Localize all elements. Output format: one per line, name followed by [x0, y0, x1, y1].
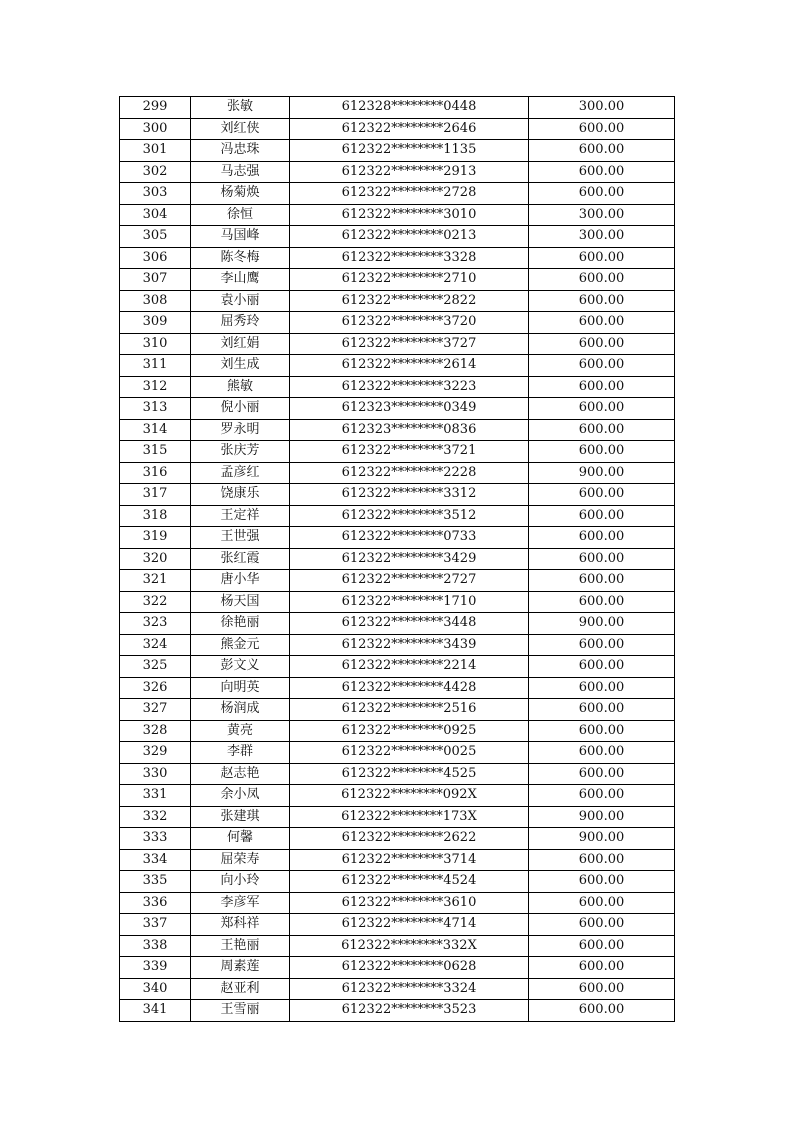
amount-cell: 600.00 [529, 914, 675, 936]
id-number-cell: 612322********3312 [290, 484, 529, 506]
id-number-cell: 612322********0628 [290, 957, 529, 979]
row-number-cell: 328 [120, 720, 191, 742]
row-number-cell: 307 [120, 269, 191, 291]
id-number-cell: 612323********0836 [290, 419, 529, 441]
name-cell: 何馨 [191, 828, 290, 850]
table-row [120, 290, 675, 312]
id-number-cell: 612322********2727 [290, 570, 529, 592]
amount-cell: 600.00 [529, 978, 675, 1000]
table-row [120, 1000, 675, 1022]
id-number-cell: 612322********3512 [290, 505, 529, 527]
table-row [120, 742, 675, 764]
name-cell: 王世强 [191, 527, 290, 549]
name-cell: 张敏 [191, 97, 290, 119]
row-number-cell: 319 [120, 527, 191, 549]
row-number-cell: 326 [120, 677, 191, 699]
id-number-cell: 612322********1710 [290, 591, 529, 613]
amount-cell: 600.00 [529, 591, 675, 613]
amount-cell: 600.00 [529, 699, 675, 721]
table-row [120, 957, 675, 979]
amount-cell: 600.00 [529, 290, 675, 312]
table-row [120, 548, 675, 570]
amount-cell: 600.00 [529, 161, 675, 183]
name-cell: 马志强 [191, 161, 290, 183]
table-row [120, 570, 675, 592]
amount-cell: 600.00 [529, 656, 675, 678]
id-number-cell: 612322********2228 [290, 462, 529, 484]
row-number-cell: 329 [120, 742, 191, 764]
id-number-cell: 612322********173X [290, 806, 529, 828]
id-number-cell: 612322********4525 [290, 763, 529, 785]
id-number-cell: 612322********2710 [290, 269, 529, 291]
id-number-cell: 612322********0925 [290, 720, 529, 742]
id-number-cell: 612322********4428 [290, 677, 529, 699]
row-number-cell: 310 [120, 333, 191, 355]
table-row [120, 204, 675, 226]
table-row [120, 699, 675, 721]
id-number-cell: 612322********3223 [290, 376, 529, 398]
id-number-cell: 612322********0733 [290, 527, 529, 549]
name-cell: 杨天国 [191, 591, 290, 613]
amount-cell: 600.00 [529, 957, 675, 979]
id-number-cell: 612322********3328 [290, 247, 529, 269]
id-number-cell: 612322********3714 [290, 849, 529, 871]
name-cell: 王定祥 [191, 505, 290, 527]
name-cell: 陈冬梅 [191, 247, 290, 269]
id-number-cell: 612322********3324 [290, 978, 529, 1000]
amount-cell: 600.00 [529, 871, 675, 893]
row-number-cell: 335 [120, 871, 191, 893]
name-cell: 杨菊焕 [191, 183, 290, 205]
amount-cell: 300.00 [529, 226, 675, 248]
amount-cell: 900.00 [529, 462, 675, 484]
amount-cell: 600.00 [529, 419, 675, 441]
name-cell: 向小玲 [191, 871, 290, 893]
amount-cell: 900.00 [529, 613, 675, 635]
row-number-cell: 303 [120, 183, 191, 205]
amount-cell: 600.00 [529, 140, 675, 162]
id-number-cell: 612322********0025 [290, 742, 529, 764]
name-cell: 周素莲 [191, 957, 290, 979]
name-cell: 张建琪 [191, 806, 290, 828]
name-cell: 刘红娟 [191, 333, 290, 355]
row-number-cell: 315 [120, 441, 191, 463]
table-row [120, 161, 675, 183]
table-row [120, 892, 675, 914]
id-number-cell: 612328********0448 [290, 97, 529, 119]
amount-cell: 600.00 [529, 849, 675, 871]
id-number-cell: 612322********2622 [290, 828, 529, 850]
table-row [120, 591, 675, 613]
name-cell: 屈秀玲 [191, 312, 290, 334]
row-number-cell: 323 [120, 613, 191, 635]
id-number-cell: 612322********0213 [290, 226, 529, 248]
name-cell: 余小凤 [191, 785, 290, 807]
row-number-cell: 339 [120, 957, 191, 979]
amount-cell: 600.00 [529, 484, 675, 506]
amount-cell: 600.00 [529, 548, 675, 570]
row-number-cell: 314 [120, 419, 191, 441]
name-cell: 张庆芳 [191, 441, 290, 463]
row-number-cell: 309 [120, 312, 191, 334]
table-row [120, 720, 675, 742]
name-cell: 徐恒 [191, 204, 290, 226]
table-row [120, 269, 675, 291]
amount-cell: 600.00 [529, 398, 675, 420]
row-number-cell: 333 [120, 828, 191, 850]
id-number-cell: 612322********2913 [290, 161, 529, 183]
name-cell: 罗永明 [191, 419, 290, 441]
id-number-cell: 612322********2516 [290, 699, 529, 721]
row-number-cell: 334 [120, 849, 191, 871]
name-cell: 饶康乐 [191, 484, 290, 506]
id-number-cell: 612322********3523 [290, 1000, 529, 1022]
row-number-cell: 300 [120, 118, 191, 140]
amount-cell: 600.00 [529, 742, 675, 764]
table-row [120, 376, 675, 398]
name-cell: 屈荣寿 [191, 849, 290, 871]
table-row [120, 226, 675, 248]
row-number-cell: 340 [120, 978, 191, 1000]
table-row [120, 97, 675, 119]
name-cell: 李山鹰 [191, 269, 290, 291]
id-number-cell: 612322********3720 [290, 312, 529, 334]
roster-table [119, 96, 675, 1022]
table-row [120, 140, 675, 162]
amount-cell: 600.00 [529, 376, 675, 398]
name-cell: 李群 [191, 742, 290, 764]
row-number-cell: 308 [120, 290, 191, 312]
row-number-cell: 304 [120, 204, 191, 226]
name-cell: 彭文义 [191, 656, 290, 678]
id-number-cell: 612322********3721 [290, 441, 529, 463]
table-row [120, 849, 675, 871]
row-number-cell: 311 [120, 355, 191, 377]
table-row [120, 914, 675, 936]
name-cell: 杨润成 [191, 699, 290, 721]
name-cell: 向明英 [191, 677, 290, 699]
id-number-cell: 612322********2646 [290, 118, 529, 140]
table-row [120, 935, 675, 957]
roster-table-body [120, 97, 675, 1022]
name-cell: 马国峰 [191, 226, 290, 248]
name-cell: 张红霞 [191, 548, 290, 570]
id-number-cell: 612322********3727 [290, 333, 529, 355]
amount-cell: 600.00 [529, 118, 675, 140]
name-cell: 王艳丽 [191, 935, 290, 957]
amount-cell: 300.00 [529, 204, 675, 226]
amount-cell: 600.00 [529, 1000, 675, 1022]
id-number-cell: 612322********2214 [290, 656, 529, 678]
id-number-cell: 612322********3010 [290, 204, 529, 226]
name-cell: 孟彦红 [191, 462, 290, 484]
amount-cell: 600.00 [529, 312, 675, 334]
row-number-cell: 330 [120, 763, 191, 785]
table-row [120, 118, 675, 140]
name-cell: 王雪丽 [191, 1000, 290, 1022]
row-number-cell: 338 [120, 935, 191, 957]
table-row [120, 312, 675, 334]
id-number-cell: 612322********2614 [290, 355, 529, 377]
name-cell: 徐艳丽 [191, 613, 290, 635]
amount-cell: 300.00 [529, 97, 675, 119]
amount-cell: 600.00 [529, 333, 675, 355]
id-number-cell: 612323********0349 [290, 398, 529, 420]
amount-cell: 600.00 [529, 247, 675, 269]
row-number-cell: 320 [120, 548, 191, 570]
table-row [120, 828, 675, 850]
id-number-cell: 612322********4524 [290, 871, 529, 893]
table-row [120, 419, 675, 441]
name-cell: 李彦军 [191, 892, 290, 914]
row-number-cell: 302 [120, 161, 191, 183]
amount-cell: 900.00 [529, 828, 675, 850]
row-number-cell: 337 [120, 914, 191, 936]
row-number-cell: 325 [120, 656, 191, 678]
name-cell: 冯忠珠 [191, 140, 290, 162]
row-number-cell: 336 [120, 892, 191, 914]
table-row [120, 398, 675, 420]
row-number-cell: 305 [120, 226, 191, 248]
table-row [120, 656, 675, 678]
id-number-cell: 612322********3429 [290, 548, 529, 570]
amount-cell: 600.00 [529, 355, 675, 377]
table-row [120, 527, 675, 549]
row-number-cell: 331 [120, 785, 191, 807]
id-number-cell: 612322********4714 [290, 914, 529, 936]
table-row [120, 871, 675, 893]
table-row [120, 441, 675, 463]
row-number-cell: 332 [120, 806, 191, 828]
row-number-cell: 317 [120, 484, 191, 506]
row-number-cell: 312 [120, 376, 191, 398]
row-number-cell: 313 [120, 398, 191, 420]
id-number-cell: 612322********3439 [290, 634, 529, 656]
amount-cell: 600.00 [529, 441, 675, 463]
amount-cell: 600.00 [529, 527, 675, 549]
row-number-cell: 301 [120, 140, 191, 162]
id-number-cell: 612322********3610 [290, 892, 529, 914]
id-number-cell: 612322********1135 [290, 140, 529, 162]
amount-cell: 600.00 [529, 935, 675, 957]
row-number-cell: 341 [120, 1000, 191, 1022]
row-number-cell: 324 [120, 634, 191, 656]
amount-cell: 600.00 [529, 183, 675, 205]
name-cell: 唐小华 [191, 570, 290, 592]
table-row [120, 785, 675, 807]
amount-cell: 600.00 [529, 269, 675, 291]
table-row [120, 677, 675, 699]
table-row [120, 978, 675, 1000]
row-number-cell: 318 [120, 505, 191, 527]
table-row [120, 634, 675, 656]
id-number-cell: 612322********332X [290, 935, 529, 957]
name-cell: 袁小丽 [191, 290, 290, 312]
amount-cell: 900.00 [529, 806, 675, 828]
amount-cell: 600.00 [529, 892, 675, 914]
row-number-cell: 299 [120, 97, 191, 119]
name-cell: 刘红侠 [191, 118, 290, 140]
name-cell: 熊敏 [191, 376, 290, 398]
table-row [120, 806, 675, 828]
name-cell: 郑科祥 [191, 914, 290, 936]
amount-cell: 600.00 [529, 505, 675, 527]
id-number-cell: 612322********2728 [290, 183, 529, 205]
table-row [120, 355, 675, 377]
table-row [120, 462, 675, 484]
table-row [120, 183, 675, 205]
table-row [120, 613, 675, 635]
row-number-cell: 322 [120, 591, 191, 613]
table-row [120, 763, 675, 785]
row-number-cell: 316 [120, 462, 191, 484]
name-cell: 赵亚利 [191, 978, 290, 1000]
name-cell: 刘生成 [191, 355, 290, 377]
table-row [120, 484, 675, 506]
name-cell: 倪小丽 [191, 398, 290, 420]
id-number-cell: 612322********2822 [290, 290, 529, 312]
amount-cell: 600.00 [529, 634, 675, 656]
table-row [120, 505, 675, 527]
amount-cell: 600.00 [529, 763, 675, 785]
id-number-cell: 612322********3448 [290, 613, 529, 635]
name-cell: 熊金元 [191, 634, 290, 656]
row-number-cell: 327 [120, 699, 191, 721]
row-number-cell: 306 [120, 247, 191, 269]
table-row [120, 333, 675, 355]
id-number-cell: 612322********092X [290, 785, 529, 807]
table-row [120, 247, 675, 269]
amount-cell: 600.00 [529, 570, 675, 592]
amount-cell: 600.00 [529, 785, 675, 807]
amount-cell: 600.00 [529, 720, 675, 742]
amount-cell: 600.00 [529, 677, 675, 699]
name-cell: 赵志艳 [191, 763, 290, 785]
row-number-cell: 321 [120, 570, 191, 592]
name-cell: 黄亮 [191, 720, 290, 742]
